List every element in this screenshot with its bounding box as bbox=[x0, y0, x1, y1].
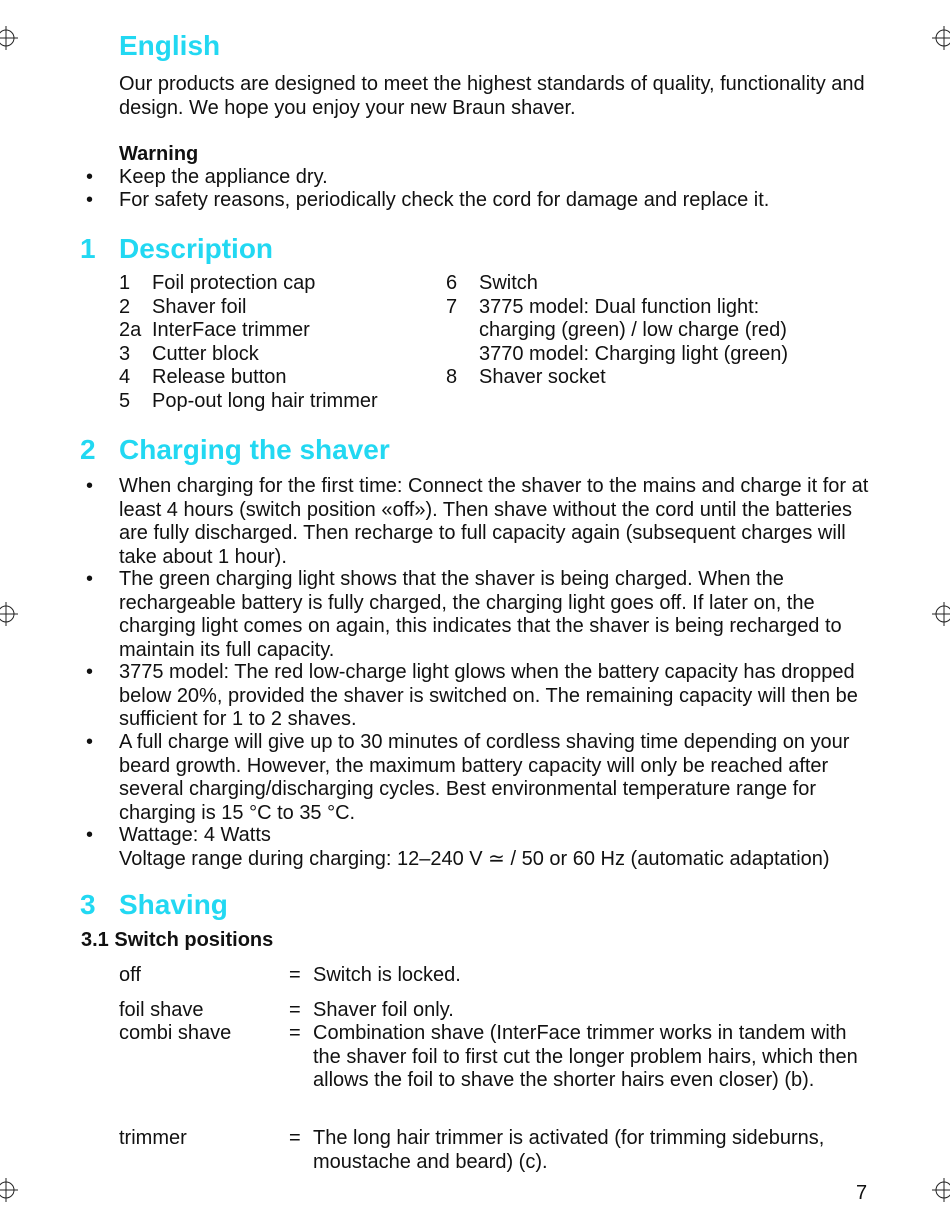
item-number: 2a bbox=[119, 319, 142, 341]
bullet-icon: • bbox=[86, 824, 94, 846]
bullet-icon: • bbox=[86, 189, 94, 211]
item-label: Release button bbox=[152, 366, 287, 388]
item-number: 6 bbox=[446, 272, 458, 294]
equals-sign: = bbox=[289, 1127, 301, 1149]
item-number: 8 bbox=[446, 366, 458, 388]
item-label: InterFace trimmer bbox=[152, 319, 310, 341]
bullet-icon: • bbox=[86, 731, 94, 753]
section-number: 2 bbox=[80, 434, 96, 465]
warning-item-text: For safety reasons, periodically check the cord for damage and replace it. bbox=[119, 189, 770, 211]
item-label: Foil protection cap bbox=[152, 272, 316, 294]
switch-position-value: The long hair trimmer is activated (for trimming sideburns, moustache and beard) (c). bbox=[313, 1127, 825, 1173]
switch-position-value: Shaver foil only. bbox=[313, 999, 454, 1021]
warning-item-text: Keep the appliance dry. bbox=[119, 166, 328, 188]
page-number: 7 bbox=[856, 1182, 868, 1204]
subsection-heading: 3.1 Switch positions bbox=[81, 929, 274, 951]
warning-title: Warning bbox=[119, 143, 199, 165]
item-number: 4 bbox=[119, 366, 131, 388]
item-label: 3775 model: Dual function light: bbox=[479, 295, 760, 318]
switch-position-value: Switch is locked. bbox=[313, 964, 461, 986]
item-label: Shaver socket bbox=[479, 366, 606, 388]
item-number: 7 bbox=[446, 295, 458, 318]
section-title: Shaving bbox=[119, 889, 228, 920]
bullet-icon: • bbox=[86, 661, 94, 683]
registration-mark-top-right bbox=[932, 26, 950, 50]
section-title: Description bbox=[119, 233, 274, 264]
voltage-text: Voltage range during charging: 12–240 V ≃ / 50 or 60 Hz (automatic adaptation) bbox=[119, 848, 830, 870]
registration-mark-mid-left bbox=[0, 602, 18, 626]
item-label: charging (green) / low charge (red) bbox=[479, 319, 787, 341]
item-label: Pop-out long hair trimmer bbox=[152, 389, 378, 412]
switch-position-key: foil shave bbox=[119, 999, 204, 1021]
section-number: 3 bbox=[80, 889, 96, 920]
section-number: 1 bbox=[80, 233, 96, 264]
charging-item-text: When charging for the first time: Connect the shaver to the mains and charge it for at least 4 hours (switch position «off»). Then shave without the cord until the batteries are fully discharged. Then recharge to full capacity again (subsequent charges will take about 1 hour). bbox=[119, 475, 869, 568]
equals-sign: = bbox=[289, 1022, 301, 1044]
item-label: Cutter block bbox=[152, 342, 259, 365]
charging-item-text: The green charging light shows that the shaver is being charged. When the rechargeable battery is fully charged, the charging light goes off. If later on, the charging light comes on again, this indicates that the shaver is being recharged to maintain its full capacity. bbox=[119, 568, 842, 661]
registration-mark-top-left bbox=[0, 26, 18, 50]
bullet-icon: • bbox=[86, 166, 94, 188]
registration-mark-bottom-left bbox=[0, 1178, 18, 1202]
intro-paragraph: Our products are designed to meet the highest standards of quality, functionality and design. We hope you enjoy your new Braun shaver. bbox=[119, 73, 865, 119]
equals-sign: = bbox=[289, 964, 301, 986]
language-heading: English bbox=[119, 30, 221, 61]
switch-position-value: Combination shave (InterFace trimmer works in tandem with the shaver foil to first cut the longer problem hairs, which then allows the foil to shave the shorter hairs even closer) (b). bbox=[313, 1022, 858, 1091]
registration-mark-bottom-right bbox=[932, 1178, 950, 1202]
item-number: 5 bbox=[119, 389, 131, 412]
registration-mark-mid-right bbox=[932, 602, 950, 626]
switch-position-key: trimmer bbox=[119, 1127, 187, 1149]
charging-item-text: 3775 model: The red low-charge light glows when the battery capacity has dropped below 20%, provided the shaver is switched on. The remaining capacity will then be sufficient for 1 to 2 shaves. bbox=[119, 661, 858, 730]
wattage-text: Wattage: 4 Watts bbox=[119, 824, 271, 846]
item-label: Switch bbox=[479, 272, 538, 294]
bullet-icon: • bbox=[86, 475, 94, 497]
item-label: 3770 model: Charging light (green) bbox=[479, 342, 789, 365]
section-title: Charging the shaver bbox=[119, 434, 390, 465]
item-label: Shaver foil bbox=[152, 295, 247, 318]
switch-position-key: off bbox=[119, 964, 141, 986]
switch-position-key: combi shave bbox=[119, 1022, 232, 1044]
item-number: 1 bbox=[119, 272, 131, 294]
charging-item-text: A full charge will give up to 30 minutes of cordless shaving time depending on your beard growth. However, the maximum battery capacity will only be reached after several charging/discharging cycles. Best environmental temperature range for charging is 15 °C to 35 °C. bbox=[119, 731, 850, 824]
item-number: 3 bbox=[119, 342, 131, 365]
bullet-icon: • bbox=[86, 568, 94, 590]
equals-sign: = bbox=[289, 999, 301, 1021]
item-number: 2 bbox=[119, 295, 131, 318]
